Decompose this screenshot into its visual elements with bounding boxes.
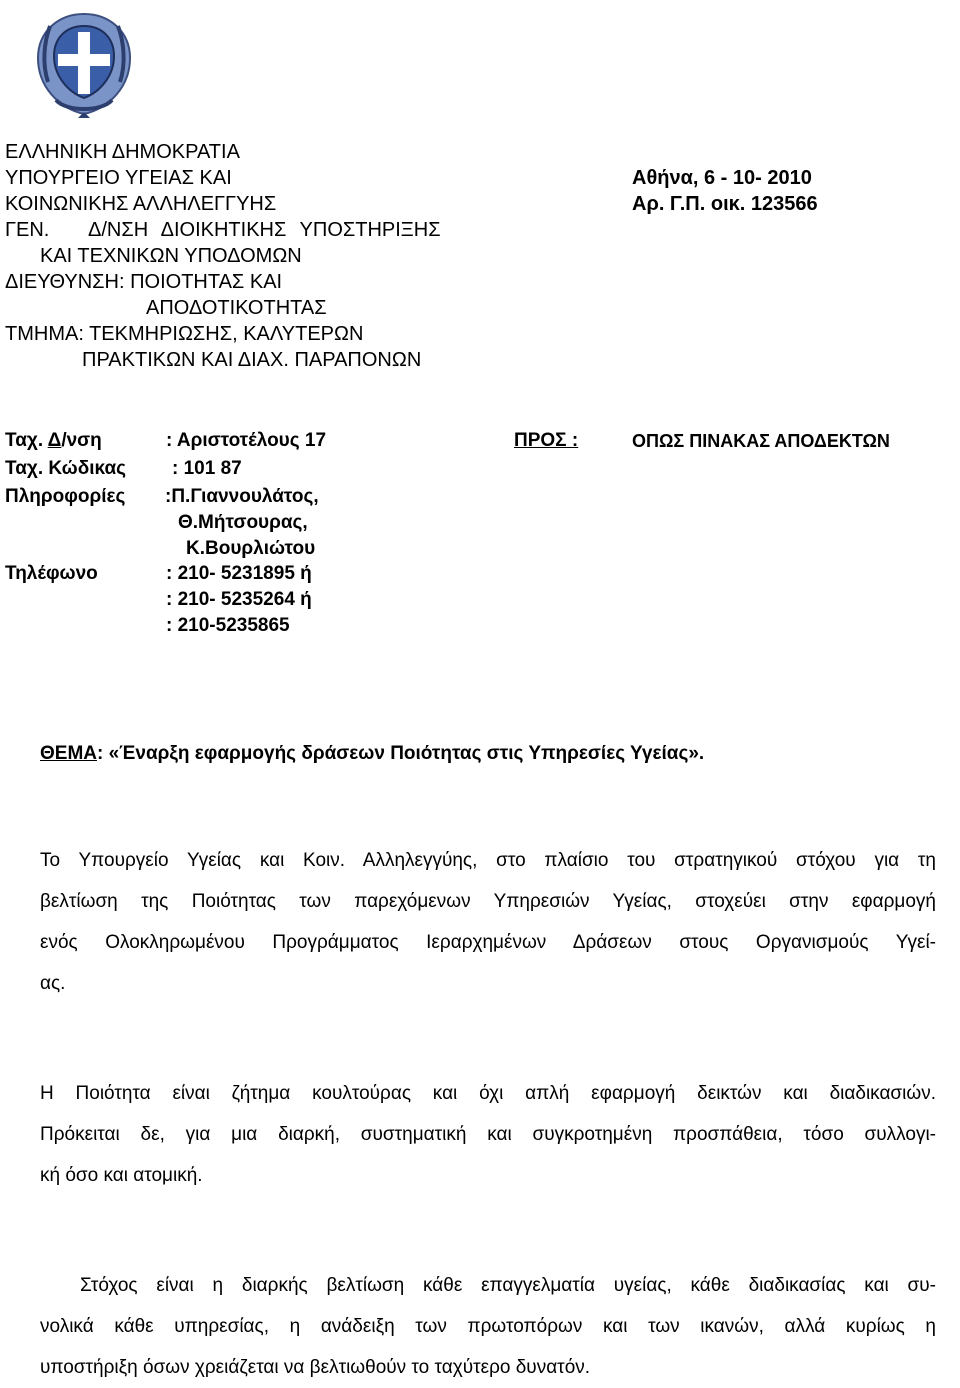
postcode-label: Ταχ. Κώδικας [5, 458, 127, 479]
paragraph-line: νολικά κάθε υπηρεσίας, η ανάδειξη των πρωτοπόρων και των ικανών, αλλά κυρίως η [40, 1316, 936, 1337]
coat-of-arms-icon [26, 8, 142, 120]
phone-value: : 210- 5235264 ή [166, 589, 312, 610]
paragraph-line: υποστήριξη όσων χρειάζεται να βελτιωθούν το ταχύτερο δυνατόν. [40, 1357, 591, 1378]
postcode-value: : 101 87 [172, 458, 242, 479]
info-value: Κ.Βουρλιώτου [186, 538, 316, 559]
info-value: :Π.Γιαννουλάτος, [165, 486, 319, 507]
subject-line [40, 741, 704, 767]
header-line: ΚΑΙ ΤΕΧΝΙΚΩΝ ΥΠΟΔΟΜΩΝ [40, 245, 302, 267]
header-line: ΚΟΙΝΩΝΙΚΗΣ ΑΛΛΗΛΕΓΓΥΗΣ [5, 193, 277, 215]
address-label-suffix: /νση [61, 430, 102, 451]
recipient-value: ΟΠΩΣ ΠΙΝΑΚΑΣ ΑΠΟΔΕΚΤΩΝ [632, 431, 890, 451]
phone-label: Τηλέφωνο [5, 563, 98, 584]
phone-value: : 210- 5231895 ή [166, 563, 312, 584]
header-line: ΥΠΟΥΡΓΕΙΟ ΥΓΕΙΑΣ ΚΑΙ [5, 167, 232, 189]
paragraph-3 [40, 1265, 936, 1388]
address-label-underlined: Δ [47, 430, 62, 451]
paragraph-line: κή όσο και ατομική. [40, 1165, 203, 1186]
paragraph-1 [40, 840, 936, 1004]
info-value: Θ.Μήτσουρας, [178, 512, 308, 533]
paragraph-2 [40, 1073, 936, 1196]
header-line: ΑΠΟΔΟΤΙΚΟΤΗΤΑΣ [146, 297, 327, 319]
paragraph-line: βελτίωση της Ποιότητας των παρεχόμενων Υπηρεσιών Υγείας, στοχεύει στην εφαρμογή [40, 891, 936, 912]
header-line: ΕΛΛΗΝΙΚΗ ΔΗΜΟΚΡΑΤΙΑ [5, 141, 240, 163]
date-line: Αθήνα, 6 - 10- 2010 [632, 167, 812, 189]
paragraph-line: ας. [40, 973, 66, 994]
paragraph-line: Πρόκειται δε, για μια διαρκή, συστηματική και συγκροτημένη προσπάθεια, τόσο συλλογι- [40, 1124, 936, 1145]
paragraph-line: Στόχος είναι η διαρκής βελτίωση κάθε επαγγελματία υγείας, κάθε διαδικασίας και συ- [80, 1275, 936, 1296]
address-label [5, 428, 102, 454]
paragraph-line: Η Ποιότητα είναι ζήτημα κουλτούρας και όχι απλή εφαρμογή δεικτών και διαδικασιών. [40, 1083, 936, 1104]
recipient-label: ΠΡΟΣ : [514, 430, 579, 451]
protocol-number: Αρ. Γ.Π. οικ. 123566 [632, 193, 818, 215]
paragraph-line: ενός Ολοκληρωμένου Προγράμματος Ιεραρχημένων Δράσεων στους Οργανισμούς Υγεί- [40, 932, 936, 953]
header-line: ΤΜΗΜΑ: ΤΕΚΜΗΡΙΩΣΗΣ, ΚΑΛΥΤΕΡΩΝ [5, 323, 364, 345]
address-label-prefix: Ταχ. [5, 430, 44, 451]
header-line: ΓΕΝ. [5, 219, 50, 241]
phone-value: : 210-5235865 [166, 615, 290, 636]
info-label: Πληροφορίες [5, 486, 126, 507]
header-line: Δ/ΝΣΗ ΔΙΟΙΚΗΤΙΚΗΣ ΥΠΟΣΤΗΡΙΞΗΣ [88, 219, 441, 241]
header-line: ΠΡΑΚΤΙΚΩΝ ΚΑΙ ΔΙΑΧ. ΠΑΡΑΠΟΝΩΝ [82, 349, 422, 371]
subject-label: ΘΕΜΑ [40, 743, 97, 764]
address-value: : Αριστοτέλους 17 [166, 430, 327, 451]
paragraph-line: Το Υπουργείο Υγείας και Κοιν. Αλληλεγγύης, στο πλαίσιο του στρατηγικού στόχου για τη [40, 850, 936, 871]
header-line: ΔΙΕΥΘΥΝΣΗ: ΠΟΙΟΤΗΤΑΣ ΚΑΙ [5, 271, 283, 293]
subject-text: : «Έναρξη εφαρμογής δράσεων Ποιότητας στις Υπηρεσίες Υγείας». [97, 743, 705, 764]
